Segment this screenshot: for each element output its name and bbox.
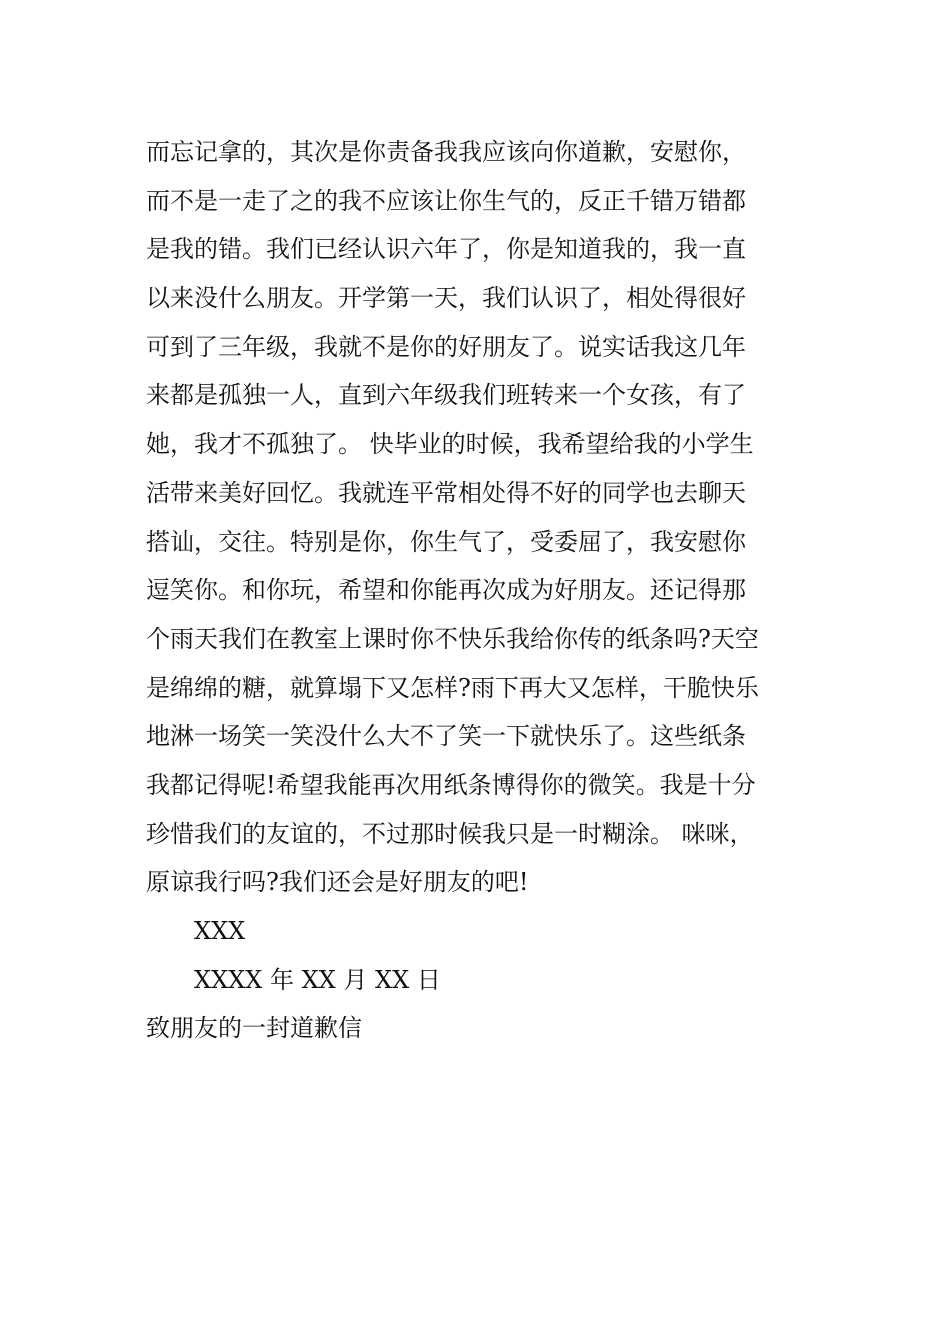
signature: XXX xyxy=(194,917,246,945)
body-line: 而忘记拿的，其次是你责备我我应该向你道歉，安慰你， xyxy=(146,138,746,166)
body-line: 是我的错。我们已经认识六年了，你是知道我的，我一直 xyxy=(146,235,746,264)
body-line: 来都是孤独一人，直到六年级我们班转来一个女孩，有了 xyxy=(146,381,746,410)
next-article-title: 致朋友的一封道歉信 xyxy=(146,1014,362,1043)
body-line: 搭讪，交往。特别是你，你生气了，受委屈了，我安慰你 xyxy=(146,527,746,556)
body-line: 珍惜我们的友谊的，不过那时候我只是一时糊涂。 咪咪， xyxy=(146,819,754,848)
body-line: 地淋一场笑一笑没什么大不了笑一下就快乐了。这些纸条 xyxy=(146,722,746,751)
letter-content xyxy=(146,128,816,1053)
body-line: 以来没什么朋友。开学第一天，我们认识了，相处得很好 xyxy=(146,284,746,313)
body-line: 她，我才不孤独了。 快毕业的时候，我希望给我的小学生 xyxy=(146,430,754,459)
body-line: 活带来美好回忆。我就连平常相处得不好的同学也去聊天 xyxy=(146,478,746,507)
body-line: 逗笑你。和你玩，希望和你能再次成为好朋友。还记得那 xyxy=(146,576,746,605)
date-line: XXXX 年 XX 月 XX 日 xyxy=(194,965,441,994)
body-line: 我都记得呢!希望我能再次用纸条博得你的微笑。我是十分 xyxy=(146,770,756,799)
body-line: 可到了三年级，我就不是你的好朋友了。说实话我这几年 xyxy=(146,332,746,361)
body-line: 是绵绵的糖，就算塌下又怎样?雨下再大又怎样，干脆快乐 xyxy=(146,673,759,702)
body-line: 个雨天我们在教室上课时你不快乐我给你传的纸条吗?天空 xyxy=(146,624,759,653)
body-line: 而不是一走了之的我不应该让你生气的，反正千错万错都 xyxy=(146,186,746,215)
body-line: 原谅我行吗?我们还会是好朋友的吧! xyxy=(146,868,529,897)
